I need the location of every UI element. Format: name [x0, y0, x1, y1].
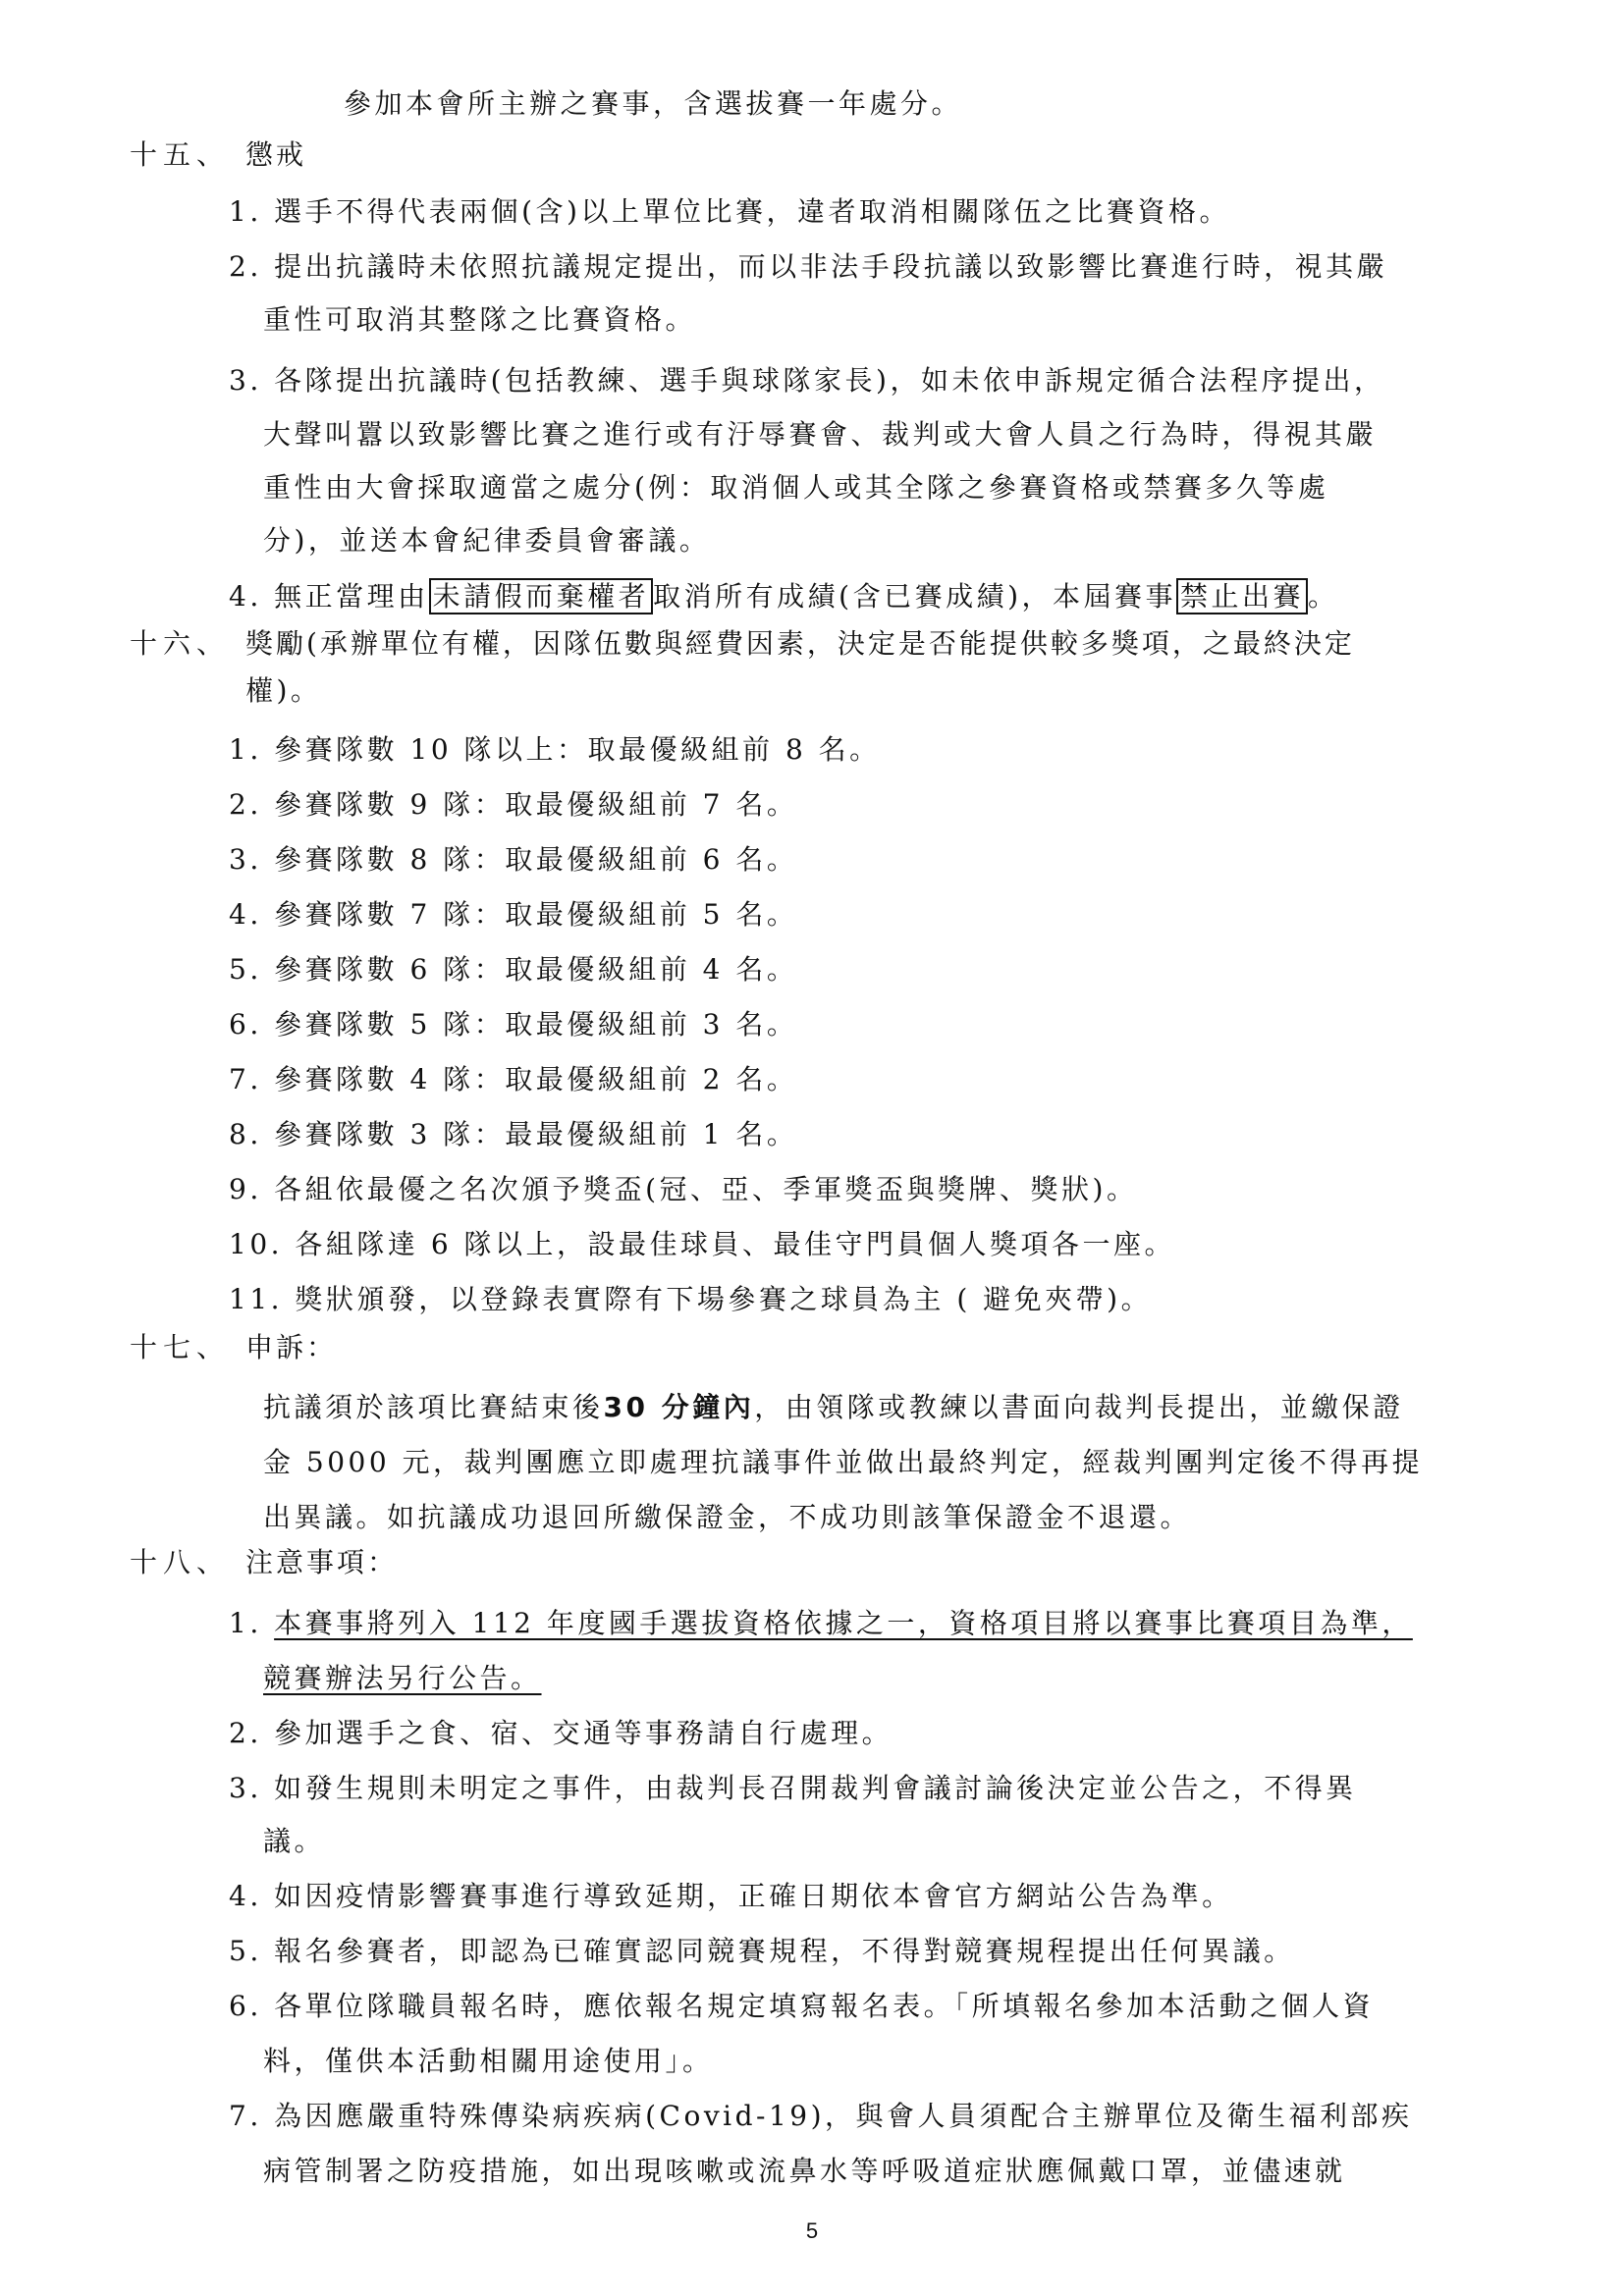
sec15-item-1: 1. 選手不得代表兩個(含)以上單位比賽，違者取消相關隊伍之比賽資格。 [229, 195, 1230, 228]
sec15-item-3-line-2: 大聲叫囂以致影響比賽之進行或有汙辱賽會、裁判或大會人員之行為時，得視其嚴 [263, 418, 1378, 451]
sec16-item: 6. 參賽隊數 5 隊：取最優級組前 3 名。 [229, 1008, 798, 1041]
item-number: 1. [229, 1607, 275, 1639]
sec15-item-3-line-3: 重性由大會採取適當之處分(例：取消個人或其全隊之參賽資格或禁賽多久等處 [263, 471, 1329, 504]
sec18-item-6-line-1: 6. 各單位隊職員報名時，應依報名規定填寫報名表。「所填報名參加本活動之個人資 [229, 1990, 1375, 2022]
sec16-item: 3. 參賽隊數 8 隊：取最優級組前 6 名。 [229, 843, 798, 876]
sec18-item-5: 5. 報名參賽者，即認為已確實認同競賽規程，不得對競賽規程提出任何異議。 [229, 1935, 1295, 1967]
text: 抗議須於該項比賽結束後 [263, 1391, 604, 1423]
sec18-item-7-line-1: 7. 為因應嚴重特殊傳染病疾病(Covid-19)，與會人員須配合主辦單位及衛生福利部疾 [229, 2100, 1413, 2132]
item-text: 取消所有成績(含已賽成績)，本屆賽事 [653, 580, 1176, 613]
text: ，由領隊或教練以書面向裁判長提出，並繳保證 [754, 1391, 1404, 1423]
carryover-line: 參加本會所主辦之賽事，含選拔賽一年處分。 [344, 87, 963, 120]
section-number: 十八、 [130, 1546, 231, 1578]
section-16-title-line-2: 權)。 [245, 674, 322, 707]
boxed-text-ban: 禁止出賽 [1176, 578, 1308, 614]
sec17-line-3: 出異議。如抗議成功退回所繳保證金，不成功則該筆保證金不退還。 [263, 1501, 1192, 1533]
sec18-item-3-line-2: 議。 [263, 1825, 326, 1857]
sec18-item-6-line-2: 料，僅供本活動相關用途使用」。 [263, 2045, 714, 2077]
sec18-item-3-line-1: 3. 如發生規則未明定之事件，由裁判長召開裁判會議討論後決定並公告之，不得異 [229, 1772, 1357, 1804]
sec16-item: 4. 參賽隊數 7 隊：取最優級組前 5 名。 [229, 898, 798, 931]
sec18-item-2: 2. 參加選手之食、宿、交通等事務請自行處理。 [229, 1717, 893, 1749]
section-number: 十五、 [130, 138, 231, 171]
item-text: 。 [1308, 580, 1339, 613]
sec16-item: 2. 參賽隊數 9 隊：取最優級組前 7 名。 [229, 788, 798, 821]
section-title: 獎勵(承辦單位有權，因隊伍數與經費因素，決定是否能提供較多獎項，之最終決定 [245, 627, 1355, 660]
bold-deadline: 30 分鐘內 [603, 1391, 755, 1423]
sec15-item-3-line-1: 3. 各隊提出抗議時(包括教練、選手與球隊家長)，如未依申訴規定循合法程序提出， [229, 364, 1385, 397]
sec18-item-7-line-2: 病管制署之防疫措施，如出現咳嗽或流鼻水等呼吸道症狀應佩戴口罩，並儘速就 [263, 2155, 1346, 2187]
sec16-item: 7. 參賽隊數 4 隊：取最優級組前 2 名。 [229, 1063, 798, 1095]
sec16-item: 8. 參賽隊數 3 隊：最最優級組前 1 名。 [229, 1118, 798, 1150]
boxed-text-forfeit: 未請假而棄權者 [429, 578, 654, 614]
section-15-heading [130, 137, 306, 173]
sec16-item: 10. 各組隊達 6 隊以上，設最佳球員、最佳守門員個人獎項各一座。 [229, 1228, 1176, 1260]
sec17-line-2: 金 5000 元，裁判團應立即處理抗議事件並做出最終判定，經裁判團判定後不得再提 [263, 1446, 1424, 1478]
section-number: 十六、 [130, 627, 231, 660]
sec18-item-1-line-2: 競賽辦法另行公告。 [263, 1662, 542, 1694]
page-number: 5 [805, 2218, 819, 2243]
sec15-item-2-line-2: 重性可取消其整隊之比賽資格。 [263, 303, 697, 336]
sec18-item-1-line-1 [229, 1606, 1413, 1641]
sec18-item-4: 4. 如因疫情影響賽事進行導致延期，正確日期依本會官方網站公告為準。 [229, 1880, 1233, 1912]
sec15-item-3-line-4: 分)，並送本會紀律委員會審議。 [263, 524, 711, 557]
section-title: 注意事項： [245, 1546, 399, 1578]
section-17-heading [130, 1330, 337, 1365]
item-text: 4. 無正當理由 [229, 580, 429, 613]
section-title: 懲戒 [245, 138, 307, 171]
section-number: 十七、 [130, 1331, 231, 1363]
sec15-item-4 [229, 579, 1339, 614]
section-title: 申訴： [245, 1331, 338, 1363]
underlined-text: 本賽事將列入 112 年度國手選拔資格依據之一，資格項目將以賽事比賽項目為準， [274, 1607, 1413, 1639]
sec16-item: 11. 獎狀頒發，以登錄表實際有下場參賽之球員為主 ( 避免夾帶)。 [229, 1283, 1153, 1315]
sec16-item: 5. 參賽隊數 6 隊：取最優級組前 4 名。 [229, 953, 798, 986]
sec17-line-1 [263, 1390, 1404, 1425]
section-16-heading [130, 626, 1355, 662]
sec16-item: 9. 各組依最優之名次頒予獎盃(冠、亞、季軍獎盃與獎牌、獎狀)。 [229, 1173, 1138, 1205]
sec15-item-2-line-1: 2. 提出抗議時未依照抗議規定提出，而以非法手段抗議以致影響比賽進行時，視其嚴 [229, 250, 1388, 283]
sec16-item: 1. 參賽隊數 10 隊以上：取最優級組前 8 名。 [229, 733, 881, 766]
section-18-heading [130, 1545, 398, 1580]
